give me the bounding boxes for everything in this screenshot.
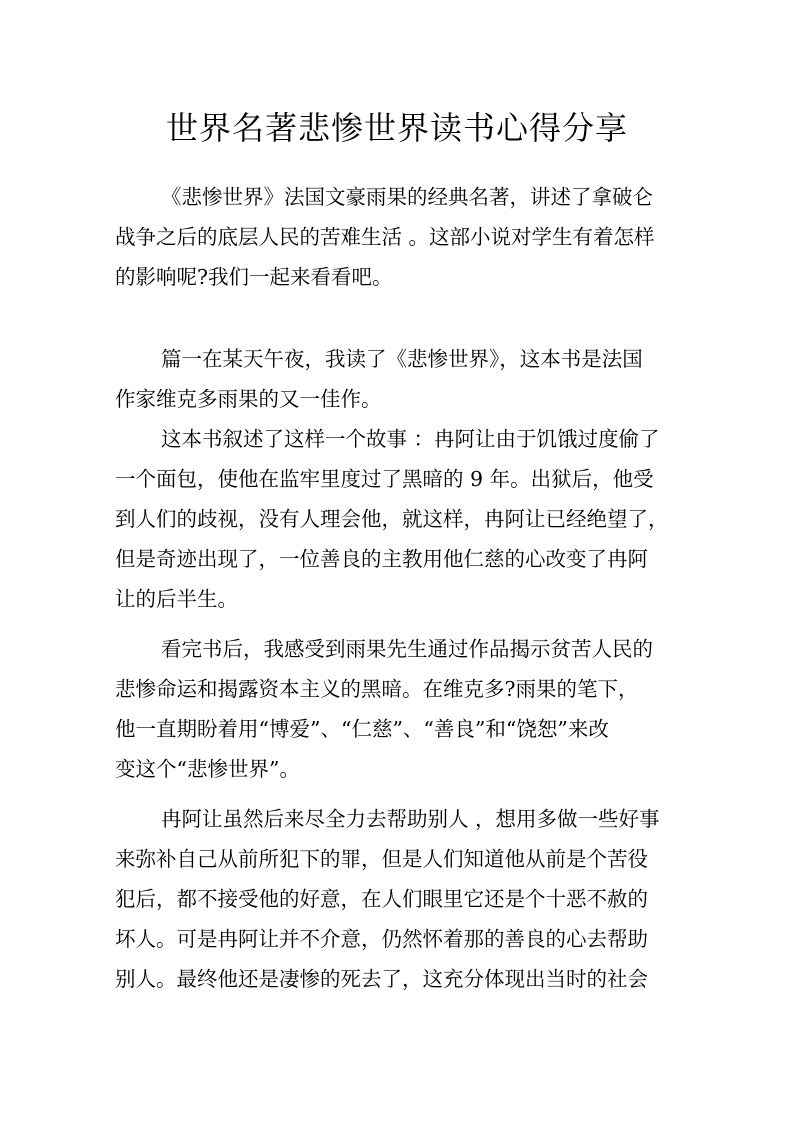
paragraph-line: 到人们的歧视，没有人理会他，就这样，冉阿让已经绝望了，: [115, 507, 669, 531]
paragraph-line: 坏人。可是冉阿让并不介意，仍然怀着那的善良的心去帮助: [115, 927, 648, 951]
paragraph-line: 悲惨命运和揭露资本主义的黑暗。在维克多?雨果的笔下，: [115, 677, 639, 701]
paragraph-reflection: [115, 629, 685, 789]
paragraph-line: 但是奇迹出现了，一位善良的主教用他仁慈的心改变了冉阿: [115, 547, 648, 571]
paragraph-line: 让的后半生。: [115, 587, 238, 611]
paragraph-jean-valjean: [115, 799, 685, 999]
paragraph-line: 作家维克多雨果的又一佳作。: [115, 387, 382, 411]
paragraph-line: 变这个“悲惨世界”。: [115, 757, 300, 781]
paragraph-line: 别人。最终他还是凄惨的死去了，这充分体现出当时的社会: [115, 967, 648, 991]
paragraph-line: 他一直期盼着用“博爱”、“仁慈”、“善良”和“饶恕”来改: [115, 717, 609, 741]
paragraph-line: 战争之后的底层人民的苦难生活 。这部小说对学生有着怎样: [115, 225, 655, 249]
paragraph-story-summary: [115, 419, 685, 619]
paragraph-line: 篇一在某天午夜，我读了《悲惨世界》，这本书是法国: [161, 347, 643, 371]
document-title: 世界名著悲惨世界读书心得分享: [165, 109, 628, 147]
paragraph-line: 看完书后，我感受到雨果先生通过作品揭示贫苦人民的: [161, 637, 653, 661]
paragraph-line: 一个面包，使他在监牢里度过了黑暗的 9 年。出狱后，他受: [115, 467, 654, 491]
paragraph-line: 的影响呢?我们一起来看看吧。: [115, 265, 393, 289]
paragraph-line: 《悲惨世界》法国文豪雨果的经典名著，讲述了拿破仑: [161, 185, 653, 209]
paragraph-line: 犯后，都不接受他的好意，在人们眼里它还是个十恶不赦的: [115, 887, 648, 911]
paragraph-line: 冉阿让虽然后来尽全力去帮助别人 ，想用多做一些好事: [161, 807, 660, 831]
paragraph-line: 这本书叙述了这样一个故事 ：冉阿让由于饥饿过度偷了: [161, 427, 660, 451]
paragraph-essay-one-opening: [115, 339, 685, 419]
paragraph-line: 来弥补自己从前所犯下的罪，但是人们知道他从前是个苦役: [115, 847, 648, 871]
paragraph-intro: [115, 177, 685, 297]
